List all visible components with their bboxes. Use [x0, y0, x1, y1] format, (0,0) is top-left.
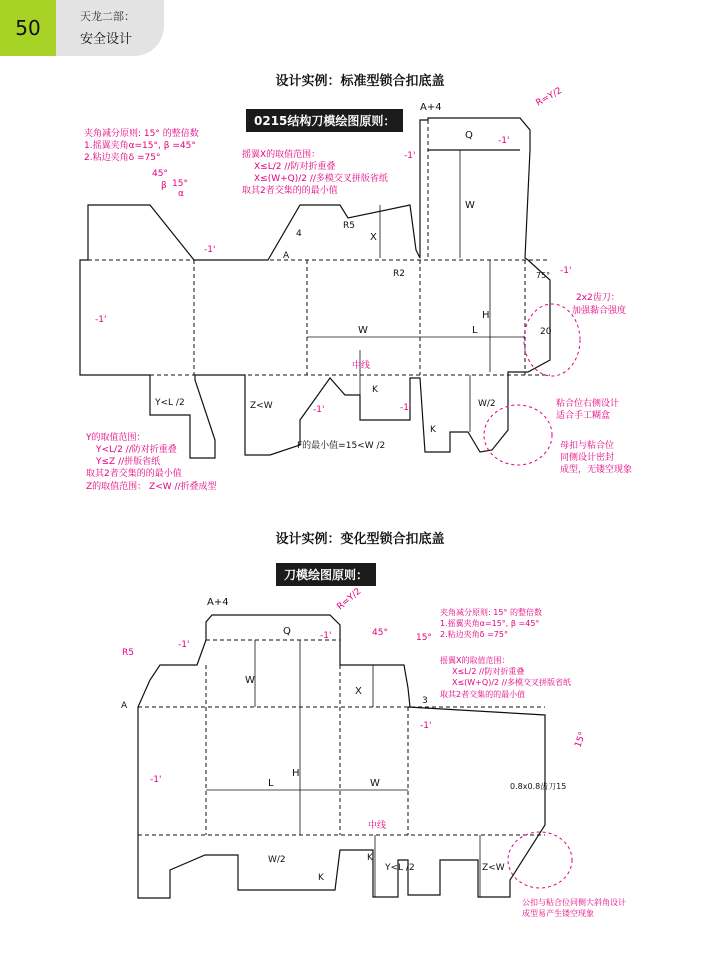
label-r5: R5	[343, 221, 355, 231]
design1-yrange-2: Y<L/2 //防对折重叠	[96, 445, 177, 455]
label-f-min: F的最小值=15<W /2	[297, 441, 386, 451]
label-minus1-c: -1'	[204, 245, 216, 255]
label-z-w: Z<W	[250, 401, 273, 411]
label-a4: A+4	[420, 102, 442, 113]
design1-angle-rule-2: 1.摇翼夹角α=15°, β =45°	[84, 141, 196, 151]
design2-flapx-2: X≤L/2 //防对折重叠	[452, 667, 525, 676]
label-r-y2: R=Y/2	[534, 85, 564, 109]
design1-note-7: 成型，无镂空现象	[560, 465, 633, 475]
label-y-l2: Y<L /2	[155, 398, 185, 408]
d2-label-r5: R5	[122, 648, 134, 658]
d2-label-3: 3	[422, 696, 428, 706]
d2-label-tooth: 0.8x0.8齿刀15	[510, 782, 567, 791]
design1-flapx-1: 摇翼X的取值范围：	[242, 150, 321, 160]
design1-flapx-4: 取其2者交集的的最小值	[242, 186, 338, 196]
label-minus1-a: -1'	[498, 136, 510, 146]
design1-angle-rule-1: 夹角减分原则: 15° 的整倍数	[84, 129, 199, 139]
label-minus1-g: -1'	[400, 403, 412, 413]
design2-angle-rule-3: 2.粘边夹角δ =75°	[440, 630, 508, 639]
design2-note-2: 成型易产生镂空现象	[522, 909, 594, 918]
design1-note-5: 母扣与粘合位	[560, 441, 615, 451]
label-w-mid: W	[358, 325, 368, 336]
d2-label-h: H	[292, 768, 300, 779]
design2-note-1: 公扣与粘合位同侧大斜角设计	[522, 898, 626, 907]
d2-label-w-mid: W	[370, 778, 380, 789]
design1-yrange-1: Y的取值范围：	[86, 433, 146, 443]
d2-label-minus1-c: -1'	[420, 721, 432, 731]
label-minus1-e: -1'	[560, 266, 572, 276]
d2-label-r-y2: R=Y/2	[335, 586, 364, 613]
label-75: 75°	[536, 271, 551, 280]
label-k1: K	[372, 385, 378, 395]
d2-label-a4: A+4	[207, 597, 229, 608]
label-l: L	[472, 325, 478, 336]
d2-label-q: Q	[283, 626, 291, 637]
design2-flapx-1: 摇翼X的取值范围：	[440, 656, 510, 665]
label-a: A	[283, 251, 290, 261]
design2-dieline	[0, 500, 720, 972]
label-centerline: 中线	[352, 361, 371, 371]
d2-label-x: X	[355, 686, 362, 697]
design1-yrange-5: Z的取值范围： Z<W //折叠成型	[86, 482, 217, 492]
d2-label-w-top: W	[245, 675, 255, 686]
chapter-label: 天龙二部：	[80, 10, 135, 23]
d2-label-k2: K	[367, 853, 373, 863]
d2-label-45: 45°	[372, 628, 388, 638]
design1-title: 设计实例：标准型锁合扣底盖	[275, 74, 445, 89]
page-number: 50	[0, 0, 56, 56]
d2-label-l: L	[268, 778, 274, 789]
label-w2: W/2	[478, 399, 496, 409]
label-15: 15°	[172, 179, 188, 189]
label-h: H	[482, 310, 490, 321]
design2-angle-rule-1: 夹角减分原则: 15° 的整倍数	[440, 608, 542, 617]
design1-yrange-3: Y≤Z //拼版省纸	[96, 457, 161, 467]
label-minus1-b: -1'	[404, 151, 416, 161]
design1-angle-rule-3: 2.粘边夹角δ =75°	[84, 153, 161, 163]
d2-label-15: 15°	[416, 633, 432, 643]
design2-flapx-4: 取其2者交集的的最小值	[440, 690, 526, 699]
design2-title: 设计实例：变化型锁合扣底盖	[275, 532, 445, 547]
label-k2: K	[430, 425, 436, 435]
label-45: 45°	[152, 169, 168, 179]
design1-yrange-4: 取其2者交集的的最小值	[86, 469, 182, 479]
design1-note-1: 2x2齿刀：	[576, 293, 620, 303]
design2-angle-rule-2: 1.摇翼夹角α=15°, β =45°	[440, 619, 540, 628]
d2-label-z-w: Z<W	[482, 863, 505, 873]
design1-note-6: 同侧设计密封	[560, 453, 615, 463]
label-x: X	[370, 232, 377, 243]
label-minus1-d: -1'	[95, 315, 107, 325]
design2-flapx-3: X≤(W+Q)/2 //多模交叉拼版省纸	[452, 678, 572, 687]
design1-flapx-2: X≤L/2 //防对折重叠	[254, 162, 336, 172]
label-20: 20	[540, 327, 552, 337]
d2-label-15-right: 15°	[573, 730, 589, 750]
label-r2: R2	[393, 269, 405, 279]
label-4: 4	[296, 229, 302, 239]
design1-note-4: 适合手工糊盒	[556, 411, 611, 421]
design1-note-2: 加强黏合强度	[572, 306, 627, 316]
d2-label-minus1-b: -1'	[320, 631, 332, 641]
label-q: Q	[465, 130, 473, 141]
d2-label-k1: K	[318, 873, 324, 883]
label-minus1-f: -1'	[313, 405, 325, 415]
d2-label-y-l2: Y<L /2	[385, 863, 415, 873]
label-beta: β	[161, 181, 167, 191]
label-w-top: W	[465, 200, 475, 211]
design1-note-3: 粘合位右侧设计	[556, 399, 620, 409]
d2-label-a: A	[121, 701, 128, 711]
d2-label-centerline: 中线	[368, 821, 387, 831]
design2-highlight-circles	[508, 832, 572, 888]
d2-label-minus1-a: -1'	[178, 640, 190, 650]
label-alpha: α	[178, 189, 184, 199]
section-label: 安全设计	[80, 32, 133, 47]
design1-flapx-3: X≤(W+Q)/2 //多模交叉拼版省纸	[254, 174, 388, 184]
design2-banner: 刀模绘图原则：	[276, 563, 376, 586]
d2-label-w2: W/2	[268, 855, 286, 865]
design1-banner: 0215结构刀模绘图原则：	[246, 109, 403, 132]
d2-label-minus1-d: -1'	[150, 775, 162, 785]
